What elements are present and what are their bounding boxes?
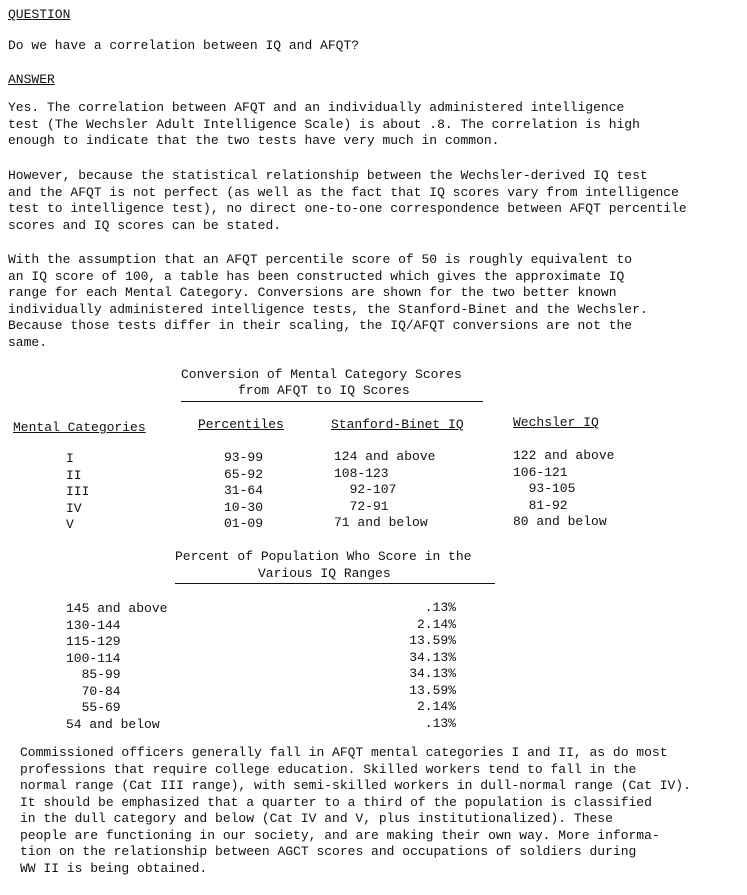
answer-paragraph-3: With the assumption that an AFQT percentile score of 50 is roughly equivalent to an IQ score of 100, a table has been constructed which gives the approximate IQ range for each Mental Category. Conversions are shown for the two better known individually administered intelligence tests, the Stanford-Binet and the Wechsler. Because those tests differ in their scaling, the IQ/AFQT conversions are not the same. [8, 252, 648, 350]
column-percentiles: 93-99 65-92 31-64 10-30 01-09 [224, 450, 264, 531]
column-wechsler: 122 and above 106-121 93-105 81-92 80 and below [513, 448, 615, 529]
question-heading: QUESTION [8, 7, 71, 22]
table1-title-rule [181, 401, 483, 402]
table1-title-line1: Conversion of Mental Category Scores [181, 367, 462, 382]
column-header-percentiles: Percentiles [198, 417, 284, 432]
column-header-mental-categories: Mental Categories [13, 420, 146, 435]
column-header-stanford-binet: Stanford-Binet IQ [331, 417, 464, 432]
column-categories: I II III IV V [66, 451, 90, 532]
column-iq-ranges: 145 and above 130-144 115-129 100-114 85-99 70-84 55-69 54 and below [66, 601, 168, 732]
table2-title-rule [175, 583, 495, 584]
answer-paragraph-2: However, because the statistical relationship between the Wechsler-derived IQ test and the AFQT is not perfect (as well as the fact that IQ scores vary from intelligence test to intelligence test), no direct one-to-one correspondence between AFQT percentile scores and IQ scores can be stated. [8, 168, 687, 233]
table2-title-line2: Various IQ Ranges [258, 566, 391, 581]
answer-paragraph-1: Yes. The correlation between AFQT and an individually administered intelligence test (The Wechsler Adult Intelligence Scale) is about .8. The correlation is high enough to indicate that the two tests have very much in common. [8, 100, 640, 148]
table2-title-line1: Percent of Population Who Score in the [175, 549, 472, 564]
question-text: Do we have a correlation between IQ and AFQT? [8, 38, 360, 53]
column-header-wechsler: Wechsler IQ [513, 415, 599, 430]
answer-heading: ANSWER [8, 72, 55, 87]
table1-title-line2: from AFQT to IQ Scores [238, 383, 410, 398]
column-stanford-binet: 124 and above 108-123 92-107 72-91 71 and below [334, 449, 436, 530]
column-percents: .13% 2.14% 13.59% 34.13% 34.13% 13.59% 2.14% .13% [409, 600, 456, 731]
closing-paragraph: Commissioned officers generally fall in AFQT mental categories I and II, as do most professions that require college education. Skilled workers tend to fall in the normal range (Cat III range), with semi-skilled workers in dull-normal range (Cat IV). It should be emphasized that a quarter to a third of the population is classified in the dull category and below (Cat IV and V, plus institutionalized). These people are functioning in our society, and are making their own way. More informa- tion on the relationship between AGCT scores and occupations of soldiers during WW II is being obtained. [20, 745, 691, 876]
